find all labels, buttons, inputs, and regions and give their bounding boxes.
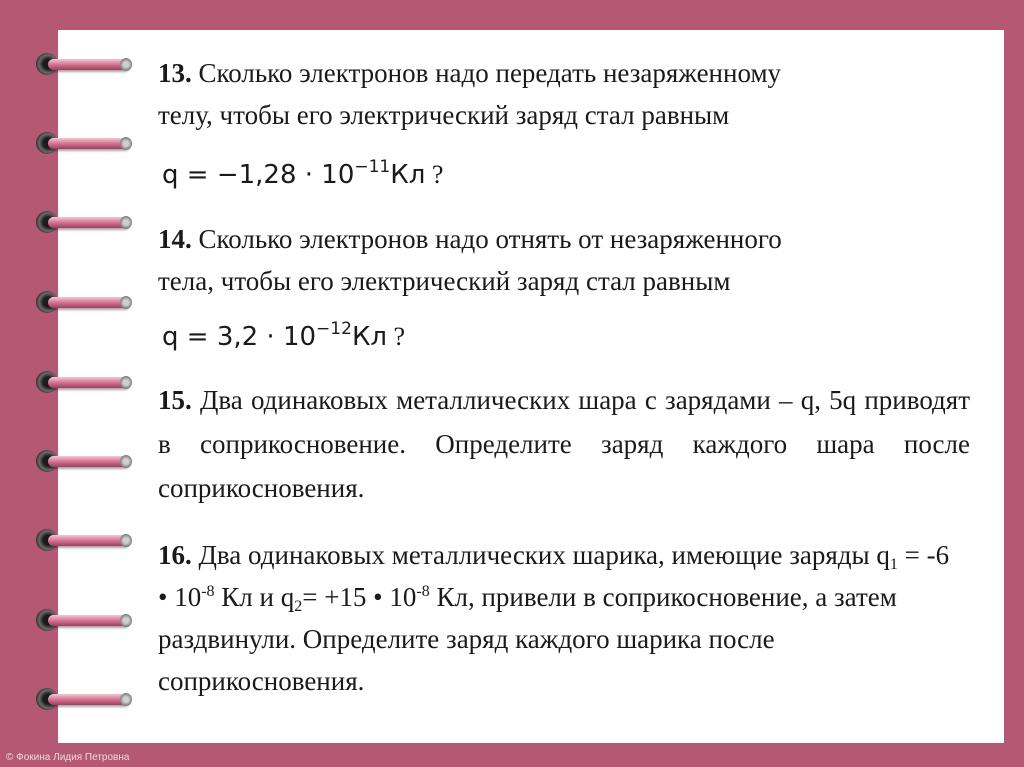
author-footer: © Фокина Лидия Петровна [6, 752, 130, 763]
problem-14-line-2: тела, чтобы его электрический заряд стал равным [158, 266, 731, 296]
problem-text: Два одинаковых металлических шарика, имеющие заряды q [198, 540, 890, 570]
formula-exponent: −12 [316, 319, 352, 339]
problem-text: Сколько электронов надо отнять от незаряженного [198, 224, 782, 254]
problem-number: 15. [158, 385, 192, 415]
formula-tail: ? [387, 322, 406, 351]
spiral-binding [0, 0, 140, 767]
subscript: 2 [294, 598, 303, 615]
formula-tail: ? [425, 160, 444, 189]
formula-exponent: −11 [354, 157, 391, 177]
problem-13 [158, 52, 976, 136]
problem-text: Сколько электронов надо передать незаряженному [198, 58, 782, 88]
ring-icon [34, 132, 132, 154]
problem-14 [158, 218, 976, 302]
problem-15 [158, 378, 970, 510]
problem-14-line-1 [158, 218, 976, 260]
formula-unit: Кл [390, 160, 426, 190]
problem-text: Кл, привели в соприкосновение, а затем раздвинули. Определите заряд каждого шарика после соприкосновения. [158, 582, 897, 696]
superscript: -8 [201, 583, 215, 600]
ring-icon [34, 688, 132, 710]
problem-text: Кл и q [214, 582, 295, 612]
ring-icon [34, 371, 132, 393]
formula-lhs: q = −1,28 · 10 [162, 160, 355, 190]
formula-lhs: q = 3,2 · 10 [162, 322, 317, 352]
ring-icon [34, 53, 132, 75]
ring-icon [34, 291, 132, 313]
problem-text: Два одинаковых металлических шара с зарядами – q, 5q приводят в соприкосновение. Определите заряд каждого шара после соприкосновения. [158, 385, 970, 503]
problem-16 [158, 534, 958, 702]
problem-13-line-1 [158, 52, 976, 94]
superscript: -8 [416, 583, 430, 600]
ring-icon [34, 450, 132, 472]
subscript: 1 [889, 556, 898, 573]
problem-13-line-2: телу, чтобы его электрический заряд стал равным [158, 100, 730, 130]
problem-14-formula [162, 316, 980, 358]
problem-number: 13. [158, 58, 192, 88]
problem-text: = +15 • 10 [302, 582, 417, 612]
problem-text: = -6 • 10 [158, 540, 950, 612]
problem-13-formula [162, 154, 980, 196]
problem-number: 14. [158, 224, 192, 254]
formula-unit: Кл [351, 322, 388, 352]
ring-icon [34, 529, 132, 551]
ring-icon [34, 211, 132, 233]
ring-icon [34, 609, 132, 631]
problem-number: 16. [158, 540, 192, 570]
